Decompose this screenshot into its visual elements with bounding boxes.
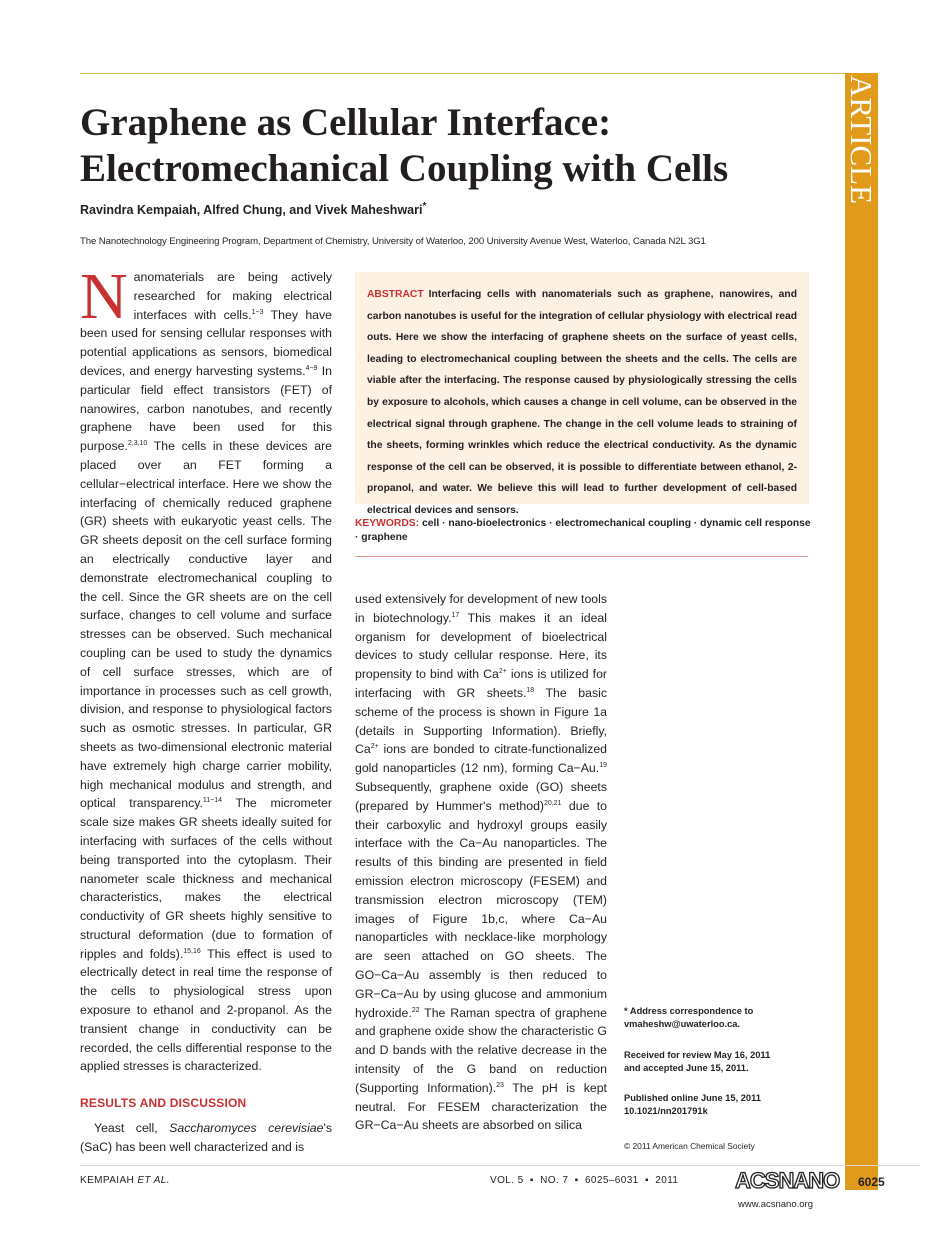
- middle-column: [355, 590, 607, 1135]
- top-rule: [80, 73, 845, 74]
- correspondence-note: * Address correspondence to vmaheshw@uwaterloo.ca.: [624, 1005, 824, 1031]
- affiliation: The Nanotechnology Engineering Program, Department of Chemistry, University of Waterloo, 200 University Avenue West, Waterloo, Canada N2L 3G1: [80, 236, 706, 247]
- results-paragraph: Yeast cell, Saccharomyces cerevisiae's (SaC) has been well characterized and is: [80, 1121, 332, 1154]
- left-column: [80, 260, 332, 1157]
- footer-authors: KEMPAIAH ET AL.: [80, 1175, 170, 1186]
- journal-url[interactable]: www.acsnano.org: [738, 1199, 813, 1210]
- intro-paragraph: Nanomaterials are being actively researched for making electrical interfaces with cells.$^{1-3}$ They have been used for sensing cellular responses with potential applications as sensors, biomedical devices, and energy harvesting systems.$^{4-9}$ In particular field effect transistors (FET) of nanowires, carbon nanotubes, and recently graphene have been used for this purpose.$^{2,3,10}$ The cells in these devices are placed over an FET forming a cellular−electrical interface. Here we show the interfacing of chemically reduced graphene (GR) sheets with eukaryotic yeast cells. The GR sheets deposit on the cell surface forming an electrically conductive layer and demonstrate electromechanical coupling to the cell. Since the GR sheets are on the cell surface, changes to cell volume and surface stresses can be observed. Such mechanical coupling can be used to study the dynamics of cell surface stresses, which are of importance in processes such as cell growth, division, and response to physiological factors such as osmotic stresses. In particular, GR sheets as two-dimensional electronic material have extremely high charge carrier mobility, high mechanical modulus and strength, and optical transparency.$^{11-14}$ The micrometer scale size makes GR sheets ideally suited for interfacing with surfaces of the cells without being transported into the cytoplasm. Their nanometer scale thickness and mechanical characteristics, makes the electrical conductivity of GR sheets highly sensitive to structural deformation (due to formation of ripples and folds).$^{15,16}$ This effect is used to electrically detect in real time the response of the cells to physiological stress upon exposure to ethanol and 2-propanol. As the transient change in conductivity can be recorded, the cells differential response to the applied stresses is characterized.: [80, 260, 332, 1074]
- footer-journal-ref: VOL. 5 ▪ NO. 7 ▪ 6025–6031 ▪ 2011: [490, 1175, 679, 1186]
- section-heading-results: RESULTS AND DISCUSSION: [80, 1096, 247, 1111]
- paper-title: [80, 100, 840, 192]
- footer-rule: [80, 1165, 920, 1166]
- keywords: [355, 517, 815, 545]
- keywords-text: cell · nano-bioelectronics · electromechanical coupling · dynamic cell response · graphene: [355, 518, 811, 543]
- author-list: Ravindra Kempaiah, Alfred Chung, and Vivek Maheshwari*: [80, 200, 427, 217]
- received-note: Received for review May 16, 2011 and accepted June 15, 2011.: [624, 1050, 771, 1073]
- abstract-label: ABSTRACT: [367, 289, 424, 300]
- title-line-2: Electromechanical Coupling with Cells: [80, 147, 729, 190]
- abstract-text: Interfacing cells with nanomaterials such as graphene, nanowires, and carbon nanotubes is useful for the integration of cellular physiology with electrical read outs. Here we show the interfacing of graphene sheets on the surface of yeast cells, leading to electromechanical coupling between the sheets and the cells. The cells are viable after the interfacing. The response caused by physiologically stressing the cells by exposure to alcohols, which causes a change in cell volume, can be observed in the electrical signal through graphene. The change in the cell volume leads to straining of the sheets, forming wrinkles which reduce the electrical conductivity. As the dynamic response of the cell can be observed, it is possible to differentiate between ethanol, 2-propanol, and water. We believe this will lead to further development of cell-based electrical devices and sensors.: [367, 289, 797, 516]
- acsnano-logo: ACSNANO: [735, 1168, 840, 1193]
- title-line-1: Graphene as Cellular Interface:: [80, 101, 612, 144]
- drop-cap: N: [80, 260, 128, 333]
- article-section-label: ARTICLE: [844, 75, 879, 205]
- keywords-divider: [355, 556, 808, 557]
- correspondence-email[interactable]: vmaheshw@uwaterloo.ca.: [624, 1019, 741, 1029]
- middle-paragraph: used extensively for development of new tools in biotechnology.$^{17}$ This makes it an ideal organism for development of bioelectrical devices to study cellular response. Here, its propensity to bind with $Ca^{2+}$ ions is utilized for interfacing with GR sheets.$^{18}$ The basic scheme of the process is shown in Figure 1a (details in Supporting Information). Briefly, $Ca^{2+}$ ions are bonded to citrate-functionalized gold nanoparticles (12 nm), forming Ca−Au.$^{19}$ Subsequently, graphene oxide (GO) sheets (prepared by Hummer's method)$^{20,21}$ due to their carboxylic and hydroxyl groups easily interface with the Ca−Au nanoparticles. The results of this binding are presented in field emission electron microscopy (FESEM) and transmission electron microscopy (TEM) images of Figure 1b,c, where Ca−Au nanoparticles with necklace-like morphology are seen attached on GO sheets. The GO−Ca−Au assembly is then reduced to GR−Ca−Au by using glucose and ammonium hydroxide.$^{22}$ The Raman spectra of graphene and graphene oxide show the characteristic G and D bands with the relative decrease in the intensity of the G band on reduction (Supporting Information).$^{23}$ The pH is kept neutral. For FESEM characterization the GR−Ca−Au sheets are absorbed on silica: [355, 592, 607, 1133]
- doi[interactable]: 10.1021/nn201791k: [624, 1106, 708, 1116]
- published-note: Published online June 15, 2011 10.1021/nn201791k: [624, 1092, 824, 1118]
- keywords-label: KEYWORDS:: [355, 518, 420, 529]
- corresponding-mark: *: [422, 200, 427, 212]
- species-name: Saccharomyces cerevisiae: [169, 1121, 324, 1136]
- copyright-note: © 2011 American Chemical Society: [624, 1141, 755, 1151]
- abstract-box: [355, 272, 809, 516]
- page-number: 6025: [858, 1175, 885, 1189]
